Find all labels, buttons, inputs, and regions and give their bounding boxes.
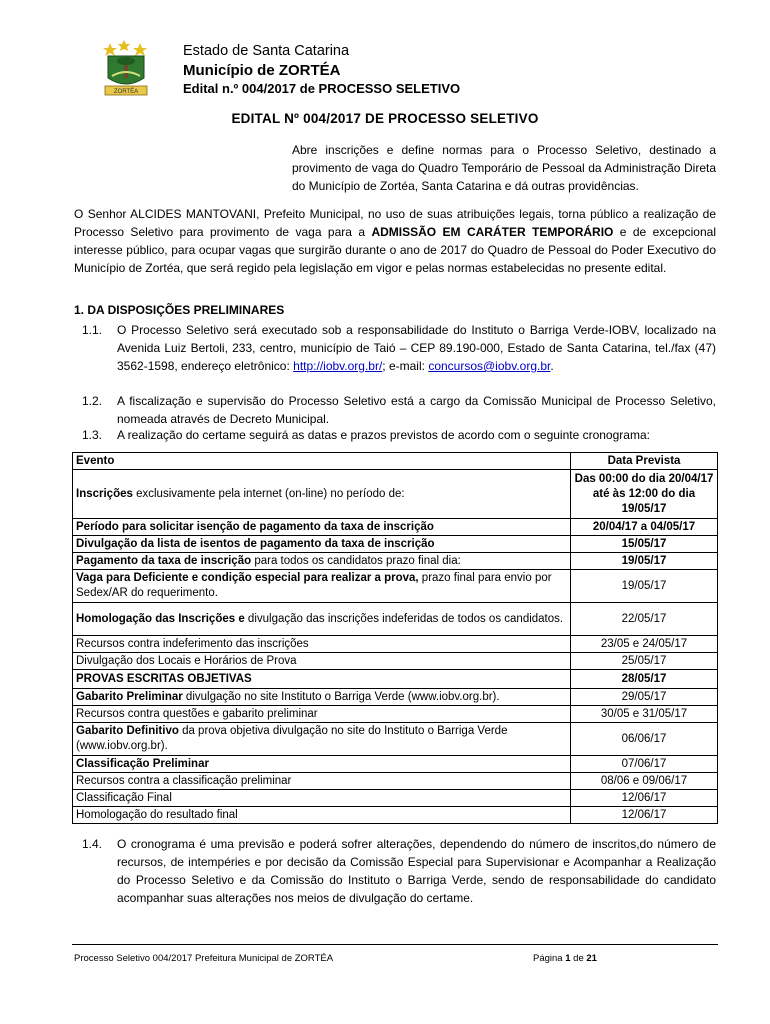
- event-cell: [73, 653, 571, 670]
- table-row: [73, 570, 718, 603]
- event-bold-text: Gabarito Preliminar: [76, 690, 183, 703]
- event-bold-text: Gabarito Definitivo: [76, 725, 179, 737]
- event-cell: [73, 570, 571, 603]
- event-cell: [73, 519, 571, 536]
- event-cell: [73, 536, 571, 553]
- event-cell: [73, 603, 571, 636]
- event-bold-text: Classificação Preliminar: [76, 757, 209, 770]
- event-text: exclusivamente pela internet (on-line) no período de:: [132, 487, 405, 500]
- event-text: Recursos contra a classificação preliminar: [76, 774, 292, 787]
- date-cell: 28/05/17: [571, 670, 718, 689]
- table-row: [73, 756, 718, 773]
- table-row: [73, 670, 718, 689]
- date-cell: 30/05 e 31/05/17: [571, 706, 718, 723]
- date-cell: 06/06/17: [571, 723, 718, 756]
- abstract-paragraph: Abre inscrições e define normas para o Processo Seletivo, destinado a provimento de vaga do Quadro Temporário de Pessoal da Administração Direta do Município de Zortéa, Santa Catarina e dá outras providências.: [292, 143, 716, 193]
- event-cell: [73, 689, 571, 706]
- item-1-2: 1.2. A fiscalização e supervisão do Processo Seletivo está a cargo da Comissão Municipal de Processo Seletivo, nomeada através de Decreto Municipal.: [82, 394, 716, 426]
- iobv-website-link[interactable]: http://iobv.org.br/: [293, 359, 383, 373]
- date-cell: 15/05/17: [571, 536, 718, 553]
- event-cell: [73, 790, 571, 807]
- section-1-title: 1. DA DISPOSIÇÕES PRELIMINARES: [74, 303, 285, 317]
- schedule-table: [72, 452, 718, 824]
- event-cell: [73, 773, 571, 790]
- date-cell: 19/05/17: [571, 553, 718, 570]
- event-text: para todos os candidatos prazo final dia:: [251, 554, 461, 567]
- event-cell: [73, 670, 571, 689]
- event-bold-text: Homologação das Inscrições e: [76, 612, 245, 625]
- mayor-name: ALCIDES MANTOVANI: [130, 207, 257, 221]
- logo-caption: ZORTÉA: [113, 89, 139, 95]
- event-text: divulgação das inscrições indeferidas de todos os candidatos.: [244, 612, 564, 625]
- table-row: [73, 723, 718, 756]
- event-text: Divulgação dos Locais e Horários de Prova: [76, 654, 297, 667]
- event-bold-text: Vaga para Deficiente e condição especial para realizar a prova,: [76, 572, 419, 584]
- date-cell: 23/05 e 24/05/17: [571, 636, 718, 653]
- date-cell: 20/04/17 a 04/05/17: [571, 519, 718, 536]
- event-text: divulgação no site Instituto o Barriga Verde (www.iobv.org.br).: [182, 690, 500, 703]
- header-edital: Edital n.º 004/2017 de PROCESSO SELETIVO: [183, 81, 461, 96]
- event-cell: [73, 723, 571, 756]
- event-text: Classificação Final: [76, 791, 172, 804]
- intro-paragraph: O Senhor ALCIDES MANTOVANI, Prefeito Municipal, no uso de suas atribuições legais, torna público a realização de Processo Seletivo para provimento de vaga para a ADMISSÃO EM CARÁTER TEMPORÁRIO e de excepcional interesse público, para ocupar vagas que surgirão durante o ano de 2017 do Quadro de Pessoal do Poder Executivo do Município de Zortéa, que será regido pela legislação em vigor e pelas normas estabelecidas no presente edital.: [74, 207, 716, 275]
- event-cell: [73, 756, 571, 773]
- table-row: [73, 470, 718, 519]
- event-bold-text: Pagamento da taxa de inscrição: [76, 554, 252, 567]
- event-cell: [73, 553, 571, 570]
- iobv-email-link[interactable]: concursos@iobv.org.br: [428, 359, 551, 373]
- event-bold-text: Inscrições: [76, 487, 133, 500]
- event-bold-text: PROVAS ESCRITAS OBJETIVAS: [76, 672, 252, 685]
- table-row: [73, 603, 718, 636]
- event-text: Homologação do resultado final: [76, 808, 238, 821]
- header-state: Estado de Santa Catarina: [183, 43, 350, 59]
- event-cell: [73, 470, 571, 519]
- header-event: Evento: [73, 453, 571, 470]
- event-text: Recursos contra indeferimento das inscrições: [76, 637, 309, 650]
- header-date: Data Prevista: [571, 453, 718, 470]
- table-row: [73, 653, 718, 670]
- table-row: [73, 536, 718, 553]
- event-bold-text: Período para solicitar isenção de pagamento da taxa de inscrição: [76, 520, 434, 533]
- footer-page-number: Página 1 de 21: [533, 953, 597, 964]
- table-row: [73, 790, 718, 807]
- event-cell: [73, 807, 571, 824]
- item-1-1: 1.1. O Processo Seletivo será executado sob a responsabilidade do Instituto o Barriga Verde-IOBV, localizado na Avenida Luiz Bertoli, 233, centro, município de Taió – CEP 89.190-000, Estado de Santa Catarina, tel./fax (47) 3562-1598, endereço eletrônico: http://iobv.org.br/; e-mail: concursos@iobv.org.br.: [82, 323, 716, 373]
- date-cell: Das 00:00 do dia 20/04/17 até às 12:00 do dia 19/05/17: [571, 470, 718, 519]
- item-1-4: 1.4. O cronograma é uma previsão e poderá sofrer alterações, dependendo do número de inscritos,do número de recursos, de intempéries e por decisão da Comissão Especial para Supervisionar e Acompanhar a Realização do Processo Seletivo e da Comissão do Instituto o Barriga Verde, sendo de responsabilidade do candidato acompanhar suas alterações nos meios de divulgação do certame.: [82, 837, 716, 905]
- date-cell: 25/05/17: [571, 653, 718, 670]
- table-row: [73, 773, 718, 790]
- footer-text: Processo Seletivo 004/2017 Prefeitura Municipal de ZORTÉA: [74, 953, 334, 964]
- header-municipality: Município de ZORTÉA: [183, 62, 341, 79]
- date-cell: 12/06/17: [571, 807, 718, 824]
- coat-of-arms-logo: [100, 40, 152, 98]
- item-1-3: 1.3. A realização do certame seguirá as datas e prazos previstos de acordo com o seguinte cronograma:: [82, 428, 650, 442]
- intro-bold: ADMISSÃO EM CARÁTER TEMPORÁRIO: [371, 225, 614, 239]
- date-cell: 07/06/17: [571, 756, 718, 773]
- date-cell: 19/05/17: [571, 570, 718, 603]
- event-cell: [73, 636, 571, 653]
- date-cell: 12/06/17: [571, 790, 718, 807]
- table-row: [73, 706, 718, 723]
- date-cell: 08/06 e 09/06/17: [571, 773, 718, 790]
- table-row: [73, 689, 718, 706]
- table-row: [73, 553, 718, 570]
- date-cell: 22/05/17: [571, 603, 718, 636]
- footer-rule: [72, 944, 718, 945]
- event-text: Recursos contra questões e gabarito preliminar: [76, 707, 318, 720]
- date-cell: 29/05/17: [571, 689, 718, 706]
- event-cell: [73, 706, 571, 723]
- event-bold-text: Divulgação da lista de isentos de pagamento da taxa de inscrição: [76, 537, 435, 550]
- event-text: da prova objetiva divulgação no site do Instituto o Barriga Verde (www.iobv.org.br).: [76, 725, 508, 752]
- event-text: prazo final para envio por Sedex/AR do requerimento.: [76, 572, 552, 599]
- document-title: EDITAL Nº 004/2017 DE PROCESSO SELETIVO: [231, 111, 539, 126]
- table-header-row: [73, 453, 718, 470]
- table-row: [73, 519, 718, 536]
- table-row: [73, 636, 718, 653]
- table-row: [73, 807, 718, 824]
